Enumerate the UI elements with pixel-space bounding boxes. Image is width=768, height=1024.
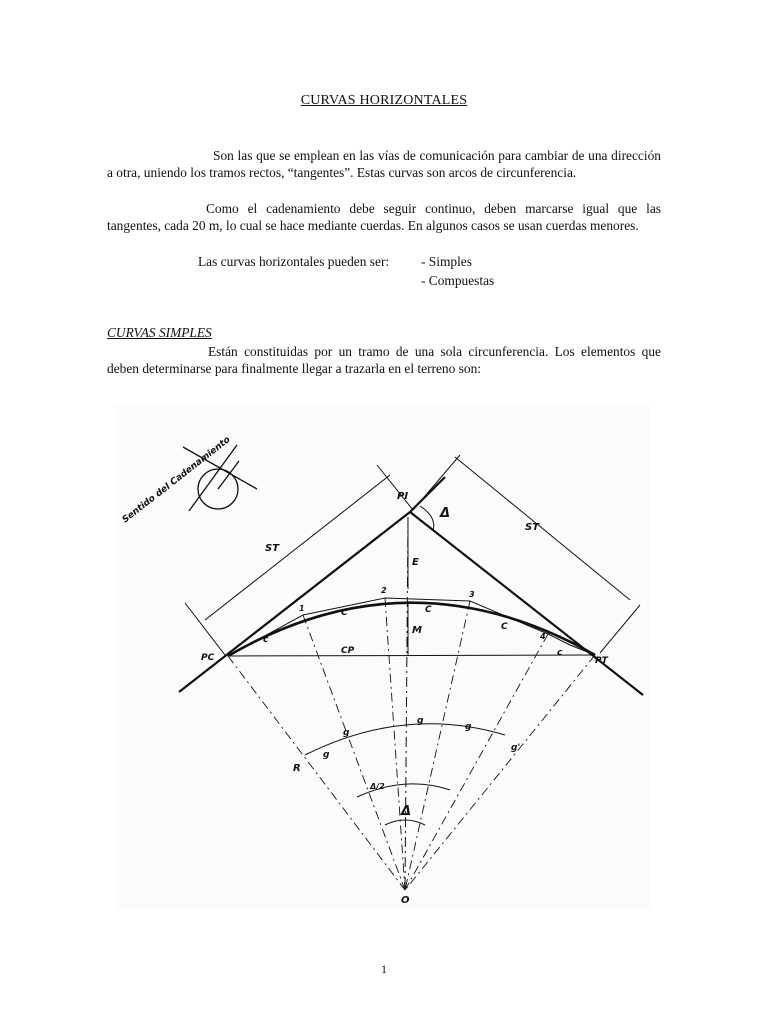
subchord-start-label: c <box>263 635 269 645</box>
radius-label: R <box>293 763 301 774</box>
curve-types-lead: Las curvas horizontales pueden ser: <box>198 254 390 269</box>
g1-label: g <box>343 728 350 738</box>
subchord-end-label: c <box>557 648 563 658</box>
simple-curves-paragraph: Están constituidas por un tramo de una sola circunferencia. Los elementos que deben determinarse para finalmente llegar a trazarla en el terreno son: <box>107 344 661 376</box>
g-sub-start-label: g <box>323 750 330 760</box>
st-right-label: ST <box>525 522 540 533</box>
stationing-paragraph: Como el cadenamiento debe seguir continuo, deben marcarse igual que las tangentes, cada 20 m, lo cual se hace mediante cuerdas. En algunos casos se usan cuerdas menores. <box>107 201 661 233</box>
section-heading: CURVAS SIMPLES <box>107 325 212 340</box>
long-chord-label: CP <box>341 646 355 656</box>
station-3-label: 3 <box>469 590 475 599</box>
center-label: O <box>401 895 410 906</box>
g3-label: g <box>465 722 472 732</box>
station-2-label: 2 <box>381 586 387 595</box>
stationing-direction-label: Sentido del Cadenamiento <box>120 434 233 526</box>
curve-type-simple: - Simples <box>421 254 472 269</box>
chord-2-label: C <box>425 605 432 615</box>
chord-3-label: C <box>501 622 508 632</box>
g2-label: g <box>417 716 424 726</box>
chord-1-label: C <box>341 608 348 618</box>
delta-top-label: Δ <box>440 506 451 521</box>
pc-label: PC <box>201 653 215 663</box>
simple-curve-svg <box>115 405 650 910</box>
curve-type-compound: - Compuestas <box>421 273 495 288</box>
external-label: E <box>412 557 419 568</box>
document-title: CURVAS HORIZONTALES <box>300 93 468 108</box>
simple-curve-diagram <box>115 405 650 910</box>
g-sub-end-label: g' <box>511 743 521 753</box>
page-number: 1 <box>381 962 387 976</box>
intro-paragraph: Son las que se emplean en las vías de comunicación para cambiar de una dirección a otra, uniendo los tramos rectos, “tangentes”. Estas curvas son arcos de circunferencia. <box>107 148 661 180</box>
station-1-label: 1 <box>299 604 305 613</box>
pi-label: PI <box>397 491 409 502</box>
half-delta-label: Δ/2 <box>370 782 385 791</box>
middle-ordinate-label: M <box>412 625 422 636</box>
st-left-label: ST <box>265 543 280 554</box>
delta-bottom-label: Δ <box>401 804 412 819</box>
pt-label: PT <box>595 656 608 666</box>
station-4-label: 4 <box>540 632 546 641</box>
